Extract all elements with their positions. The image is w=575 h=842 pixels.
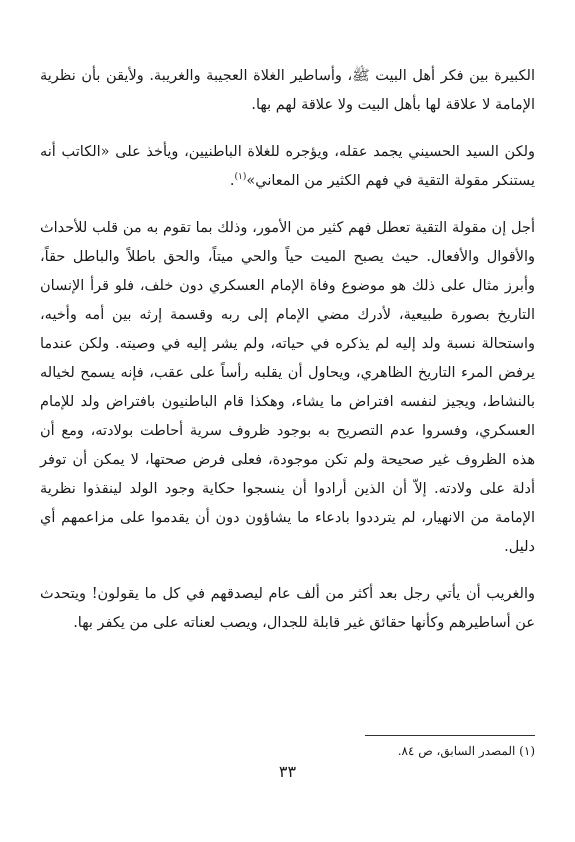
paragraph-1: الكبيرة بين فكر أهل البيت ﷺ، وأساطير الغلاة العجيبة والغريبة. ولأيقن بأن نظرية الإمامة لا علاقة لها بأهل البيت ولا علاقة لهم بها. — [40, 68, 535, 113]
paragraph-3: أجل إن مقولة التقية تعطل فهم كثير من الأمور، وذلك بما تقوم به من قلب للأحداث والأقوال والأفعال. حيث يصبح الميت حياً والحي ميتاً، والحق باطلاً والباطل حقاً، وأبرز مثال على ذلك هو موضوع وفاة الإمام العسكري دون خلف، فلو قرأ الإنسان التاريخ بصورة طبيعية، لأدرك مضي الإمام إلى ربه وقسمة إرثه بين أمه وأخيه، واستحالة نسبة ولد إليه لم يذكره في حياته، ولم يشر إليه في وصيته. ولكن عندما يرفض المرء التاريخ الظاهري، ويحاول أن يقلبه رأساً على عقب، فإنه يسمح لخياله بالنشاط، ويجيز لنفسه افتراض ما يشاء، وهكذا قام الباطنيون بافتراض ولد للإمام العسكري، وفسروا عدم التصريح به بوجود ظروف سرية أحاطت بولادته، ومع أن هذه الظروف غير صحيحة ولم تكن موجودة، فعلى فرض صحتها، لا يمكن أن توفر أدلة على ولادته. إلاّ أن الذين أرادوا أن ينسجوا حكاية وجود الولد لينقذوا نظرية الإمامة من الانهيار، لم يترددوا بادعاء ما يشاؤون دون أن يقدموا على مزاعمهم أي دليل. — [40, 220, 535, 555]
paragraph-2-end: . — [229, 173, 235, 189]
footnote: (١) المصدر السابق، ص ٨٤. — [397, 744, 535, 758]
paragraph-2-text: ولكن السيد الحسيني يجمد عقله، ويؤجره للغلاة الباطنيين، ويأخذ على «الكاتب أنه يستنكر مقولة التقية في فهم الكثير من المعاني» — [40, 144, 535, 189]
page-body — [40, 62, 535, 842]
page-number: ٣٣ — [278, 762, 297, 781]
paragraph-4: والغريب أن يأتي رجل بعد أكثر من ألف عام ليصدقهم في كل ما يقولون! ويتحدث عن أساطيرهم وكأنها حقائق غير قابلة للجدال، ويصب لعناته على من يكفر بها. — [40, 586, 535, 631]
paragraph-2 — [40, 138, 535, 196]
footnote-reference[interactable]: (١) — [234, 172, 247, 183]
footnote-divider — [365, 735, 535, 736]
